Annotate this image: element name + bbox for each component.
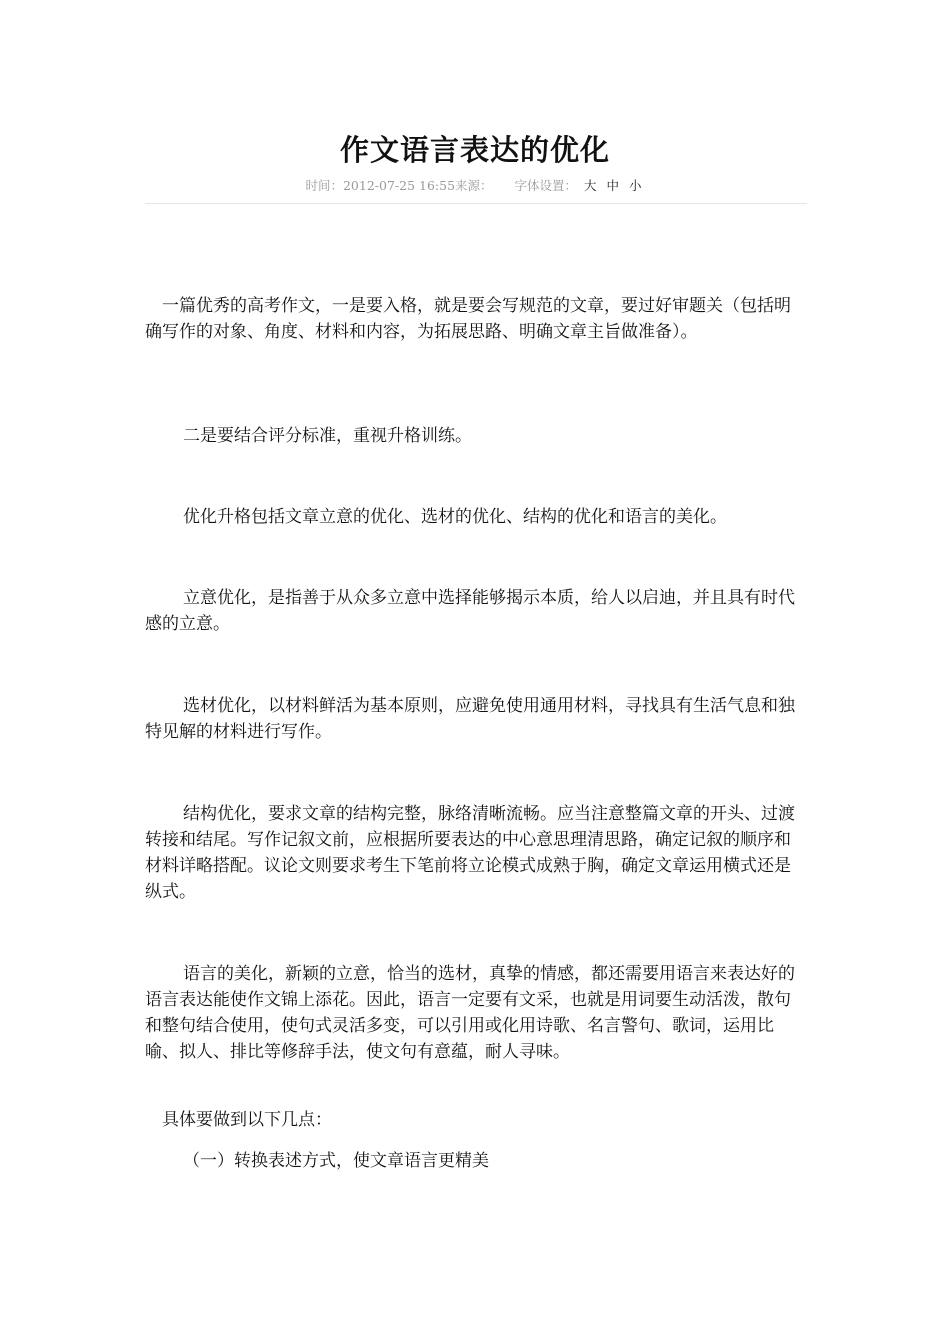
paragraph: 结构优化，要求文章的结构完整，脉络清晰流畅。应当注意整篇文章的开头、过渡转接和结尾。写作记叙文前，应根据所要表达的中心意思理清思路，确定记叙的顺序和材料详略搭配。议论文则要求考生下笔前将立论模式成熟于胸，确定文章运用横式还是纵式。 [145,804,795,902]
section-heading: （一）转换表述方式，使文章语言更精美 [183,1151,489,1171]
paragraph: 一篇优秀的高考作文，一是要入格，就是要会写规范的文章，要过好审题关（包括明确写作的对象、角度、材料和内容，为拓展思路、明确文章主旨做准备）。 [145,296,791,342]
paragraph: 具体要做到以下几点： [162,1110,332,1130]
publish-time: 时间：2012-07-25 16:55来源： [305,178,493,193]
paragraph: 二是要结合评分标准，重视升格训练。 [183,426,472,446]
font-size-small-link[interactable]: 小 [629,178,642,193]
article-title: 作文语言表达的优化 [339,133,610,167]
font-size-large-link[interactable]: 大 [584,178,597,193]
article-body [145,293,807,1174]
paragraph: 选材优化，以材料鲜活为基本原则，应避免使用通用材料，寻找具有生活气息和独特见解的材料进行写作。 [145,696,795,742]
header-divider [145,203,807,204]
font-size-medium-link[interactable]: 中 [606,178,620,193]
font-size-options [581,178,645,193]
article-meta [0,177,950,195]
paragraph: 优化升格包括文章立意的优化、选材的优化、结构的优化和语言的美化。 [183,507,727,527]
paragraph: 语言的美化，新颖的立意，恰当的选材，真挚的情感，都还需要用语言来表达好的语言表达能使作文锦上添花。因此，语言一定要有文采，也就是用词要生动活泼，散句和整句结合使用，使句式灵活多变，可以引用或化用诗歌、名言警句、歌词，运用比喻、拟人、排比等修辞手法，使文句有意蕴，耐人寻味。 [145,964,795,1062]
paragraph: 立意优化，是指善于从众多立意中选择能够揭示本质，给人以启迪，并且具有时代感的立意。 [145,588,795,634]
font-setting-label: 字体设置： [514,178,578,193]
